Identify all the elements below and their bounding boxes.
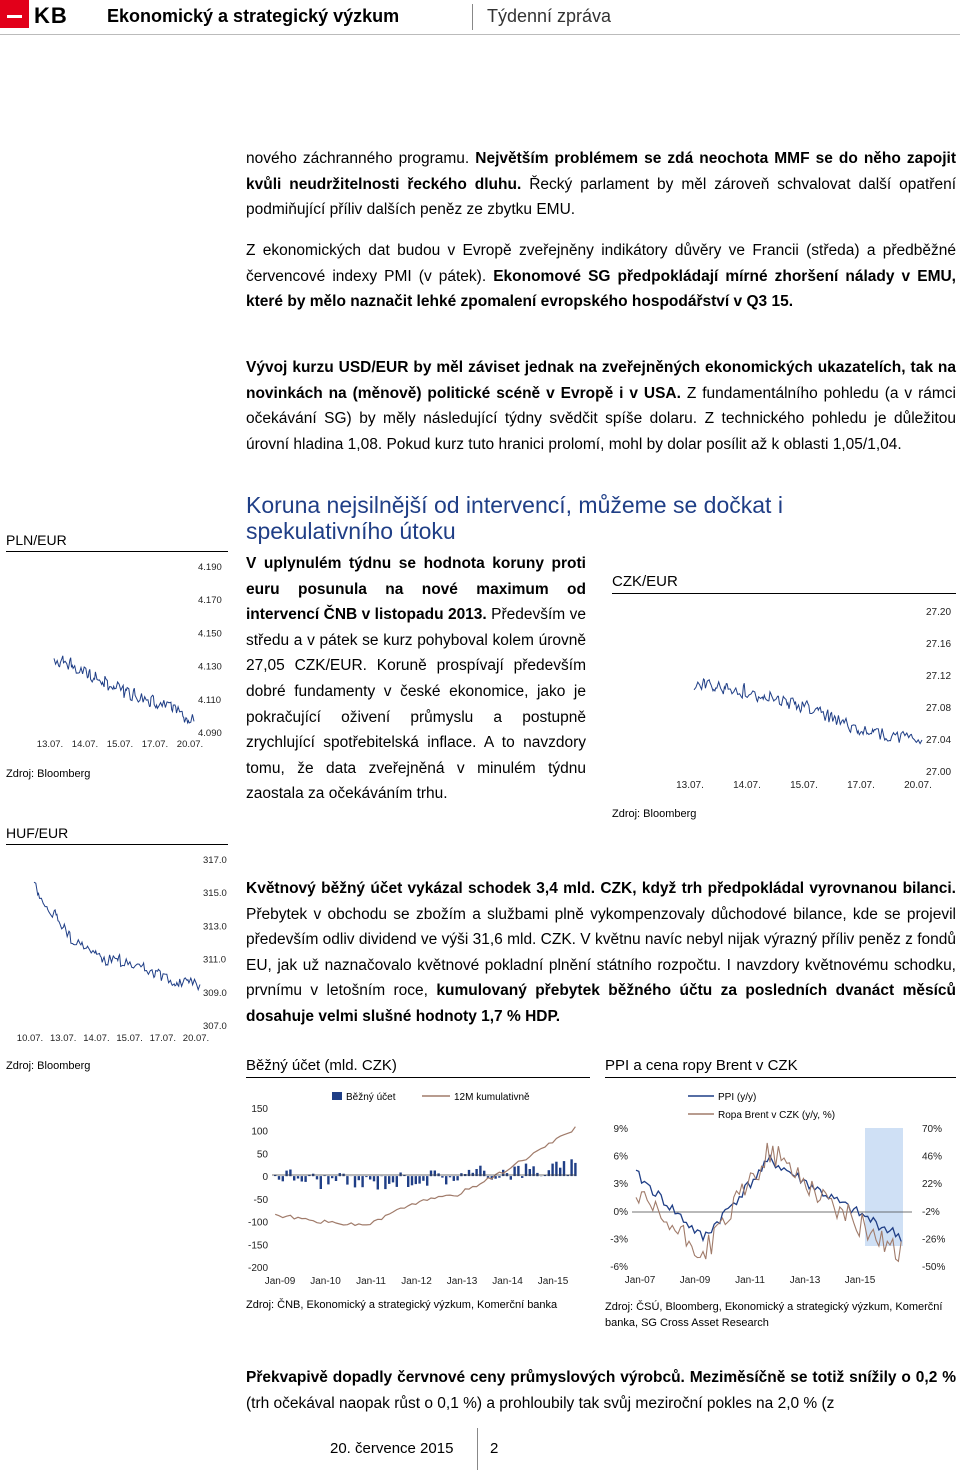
huf-series-line (34, 882, 200, 990)
huf-x-tick: 17.07. (149, 1033, 177, 1044)
ppi-y-tick-left: 3% (613, 1179, 628, 1191)
bu-bar (320, 1176, 322, 1189)
bu-bar (415, 1176, 417, 1184)
footer-date: 20. července 2015 (330, 1440, 454, 1457)
p1-run: Řecký parlament by měl zároveň schvalovat další opatření podmiňující příliv dalších peněz ze zbytku EMU. (246, 175, 956, 219)
bu-bar (510, 1176, 512, 1180)
bu-bar (456, 1176, 458, 1180)
bu-bar (384, 1176, 386, 1189)
p5-run: kumulovaný přebytek běžného účtu za posledních dvanáct měsíců dosahuje velmi slušné hodnoty 1,7 % HDP. (246, 982, 956, 1025)
bu-bar (517, 1166, 519, 1176)
czk-x-tick: 13.07. (676, 780, 704, 791)
footer-divider (477, 1428, 478, 1470)
bu-y-tick: -100 (247, 1217, 268, 1229)
bu-bar (354, 1176, 356, 1187)
ppi-x-tick: Jan-15 (844, 1275, 876, 1286)
ppi-y-tick-left: -6% (610, 1262, 628, 1273)
bu-x-tick: Jan-13 (446, 1276, 478, 1287)
bu-bar (536, 1173, 538, 1176)
bu-bar (323, 1176, 325, 1177)
bu-source: Zdroj: ČNB, Ekonomický a strategický výzkum, Komerční banka (246, 1299, 558, 1311)
bu-legend-bar-swatch (332, 1092, 342, 1100)
bu-legend-bar-label: Běžný účet (346, 1092, 396, 1103)
p2-run: Z ekonomických dat budou v Evropě zveřejněny indikátory důvěry ve Francii (středa) a předběžné červencové indexy PMI (v pátek). (246, 242, 956, 285)
bu-bar (407, 1176, 409, 1187)
bu-bar (331, 1176, 333, 1178)
czk-y-tick: 27.16 (926, 639, 952, 650)
ppi-x-tick: Jan-13 (789, 1275, 821, 1286)
pln-y-tick: 4.190 (198, 562, 222, 573)
bu-y-tick: 50 (256, 1149, 268, 1161)
czk-x-tick: 20.07. (904, 780, 932, 791)
p5-run: Přebytek v obchodu se zbožím a službami plně vykompenzovaly důchodové bilance, kde se projevil především odliv dividend ve výši 31,6 mld. CZK. V květnu navíc nebyl nijak výrazný příliv peněz z fondů EU, jak už naznačovalo květnové pokladní plnění státního rozpočtu. I navzdory květnovému schodku, prvnímu v letošním roce, (246, 905, 956, 1000)
ppi-y-ticks-left (610, 1124, 628, 1273)
bu-bar (422, 1176, 424, 1181)
huf-y-tick: 311.0 (203, 954, 227, 966)
bu-bar (377, 1176, 379, 1189)
header-bar (0, 0, 960, 35)
bu-bar (426, 1176, 428, 1186)
logo-text: KB (34, 3, 68, 28)
huf-y-ticks (203, 855, 227, 1032)
p2-run: Ekonomové SG předpokládají mírné zhoršení nálady v EMU, které by mělo naznačit lehké zpomalení evropského hospodářství v Q3 15. (246, 267, 956, 311)
bu-chart (240, 1080, 590, 1295)
section-heading: Koruna nejsilnější od intervencí, můžeme se dočkat i spekulativního útoku (246, 492, 783, 544)
pln-series-line (54, 656, 194, 723)
bu-bar (441, 1176, 443, 1178)
czk-title-rule (612, 593, 956, 594)
huf-x-tick: 10.07. (16, 1033, 44, 1044)
ppi-series-line (636, 1156, 901, 1242)
bu-x-tick: Jan-14 (492, 1276, 523, 1287)
czk-y-tick: 27.00 (926, 767, 952, 778)
ppi-chart (600, 1080, 960, 1295)
bu-bar (399, 1173, 401, 1177)
bu-bar (365, 1176, 367, 1177)
bu-x-tick: Jan-10 (310, 1276, 341, 1287)
huf-x-ticks (17, 1033, 209, 1044)
pln-x-tick: 20.07. (176, 739, 204, 750)
paragraph-usd-eur (246, 355, 956, 457)
bu-y-ticks (248, 1104, 268, 1274)
bu-y-tick: -150 (247, 1240, 268, 1252)
czk-title: CZK/EUR (612, 573, 678, 590)
huf-chart (0, 848, 240, 1048)
ppi-y-tick-left: -3% (610, 1234, 628, 1246)
bu-title-rule (246, 1077, 590, 1078)
bu-bar (449, 1176, 451, 1177)
bu-bar (472, 1173, 474, 1176)
huf-y-tick: 315.0 (203, 888, 227, 900)
p5-run: Květnový běžný účet vykázal schodek 3,4 mld. CZK, když trh předpokládal vyrovnanou bilanci. (246, 880, 956, 897)
bu-y-tick: -200 (247, 1263, 268, 1274)
pln-chart (0, 555, 240, 755)
huf-y-tick: 307.0 (203, 1021, 227, 1032)
ppi-y-tick-right: 22% (922, 1179, 943, 1191)
bu-bar (282, 1176, 284, 1181)
bu-bar (525, 1164, 527, 1177)
bu-bar (392, 1176, 394, 1182)
ppi-y-tick-right: -26% (922, 1234, 946, 1246)
p6-run: Meziměsíčně se totiž snížily o 0,2 % (689, 1369, 957, 1386)
pln-x-tick: 14.07. (71, 739, 99, 750)
czk-y-tick: 27.04 (926, 735, 952, 746)
ppi-y-tick-right: -50% (922, 1262, 946, 1273)
pln-x-tick: 13.07. (36, 739, 64, 750)
brent-legend-label: Ropa Brent v CZK (y/y, %) (718, 1110, 836, 1121)
bu-x-tick: Jan-12 (401, 1276, 432, 1287)
pln-x-ticks (37, 739, 203, 750)
p6-run: Překvapivě dopadly červnové ceny průmyslových výrobců. (246, 1369, 685, 1386)
czk-x-ticks (676, 780, 932, 791)
bu-y-tick: 0 (262, 1172, 268, 1184)
bu-bar (521, 1176, 523, 1178)
ppi-x-ticks (625, 1275, 876, 1286)
bu-y-tick: 150 (251, 1104, 268, 1115)
bu-bar (388, 1176, 390, 1184)
czk-y-tick: 27.08 (926, 703, 952, 714)
paragraph-eu-data (246, 238, 956, 315)
czk-source: Zdroj: Bloomberg (612, 808, 697, 820)
huf-y-tick: 317.0 (203, 855, 227, 866)
header-subtitle: Týdenní zpráva (487, 6, 612, 26)
bu-bar (563, 1161, 565, 1176)
bu-x-tick: Jan-09 (264, 1276, 296, 1287)
p6-run: (trh očekával naopak růst o 0,1 %) a prohloubily tak svůj meziroční pokles na 2,0 % (z (246, 1394, 835, 1412)
bu-legend-line-label: 12M kumulativně (454, 1092, 530, 1103)
czk-x-tick: 15.07. (790, 780, 818, 791)
bu-title: Běžný účet (mld. CZK) (246, 1057, 397, 1074)
ppi-y-tick-left: 6% (613, 1151, 628, 1163)
bu-bar (570, 1159, 572, 1176)
bu-bar (498, 1176, 500, 1178)
ppi-y-tick-right: 70% (922, 1124, 943, 1135)
ppi-y-tick-right: 46% (922, 1151, 943, 1163)
p3-run: Vývoj kurzu USD/EUR by měl záviset jednak na zveřejněných ekonomických ukazatelích, tak na novinkách na (měnově) politické scéně v Evropě i v USA. (246, 359, 956, 402)
brent-series-line (636, 1143, 901, 1261)
bu-bar (301, 1176, 303, 1181)
bu-x-tick: Jan-15 (537, 1276, 569, 1287)
ppi-y-tick-left: 9% (613, 1124, 628, 1135)
p1-run: Největším problémem se zdá neochota MMF se do něho zapojit kvůli neudržitelnosti řeckého dluhu. (246, 150, 956, 193)
bu-bars (274, 1159, 577, 1189)
pln-y-tick: 4.130 (198, 661, 222, 673)
bu-bar (453, 1176, 455, 1181)
ppi-x-tick: Jan-11 (735, 1275, 765, 1286)
bu-bar (574, 1163, 576, 1176)
bu-y-tick: -50 (253, 1194, 268, 1206)
bu-bar (361, 1176, 363, 1187)
ppi-y-tick-right: -2% (922, 1206, 940, 1218)
pln-y-ticks (198, 562, 222, 739)
czk-y-ticks (926, 607, 951, 778)
czk-y-tick: 27.12 (926, 671, 952, 682)
huf-x-tick: 20.07. (182, 1033, 210, 1044)
huf-source: Zdroj: Bloomberg (6, 1060, 91, 1072)
ppi-y-ticks-right (922, 1124, 945, 1273)
huf-x-tick: 14.07. (83, 1033, 110, 1044)
bu-bar (551, 1164, 553, 1177)
pln-y-tick: 4.170 (198, 595, 222, 607)
paragraph-koruna (246, 551, 586, 807)
ppi-x-tick: Jan-07 (624, 1275, 656, 1286)
pln-title-rule (6, 551, 228, 552)
czk-chart (600, 596, 960, 796)
ppi-source: Zdroj: ČSÚ, Bloomberg, Ekonomický a strategický výzkum, Komerční banka, SG Cross Asset Research (605, 1301, 943, 1329)
p3-run: Z fundamentálního pohledu (a v rámci očekávání SG) by měly následující týdny svědčit spíše dolaru. Z technického pohledu je důležitou úrovní hladina 1,08. Pokud kurz tuto hranici prolomí, mohl by dolar posílit až k oblasti 1,05/1,04. (246, 384, 956, 453)
pln-y-tick: 4.090 (198, 728, 222, 739)
pln-title: PLN/EUR (6, 532, 67, 548)
bu-bar (278, 1176, 280, 1180)
ppi-y-tick-left: 0% (613, 1206, 628, 1218)
pln-y-tick: 4.110 (198, 694, 222, 706)
bu-bar (346, 1176, 348, 1185)
ppi-title: PPI a cena ropy Brent v CZK (605, 1057, 798, 1074)
bu-bar (555, 1162, 557, 1176)
huf-y-tick: 309.0 (203, 987, 227, 999)
bu-bar (327, 1176, 329, 1184)
p4-run: V uplynulém týdnu se hodnota koruny proti euru posunula na nové maximum od intervencí ČNB v listopadu 2013. (246, 555, 586, 624)
bu-bar (335, 1176, 337, 1181)
bu-y-tick: 100 (251, 1126, 268, 1138)
huf-x-tick: 13.07. (49, 1033, 77, 1044)
ppi-title-rule (605, 1077, 956, 1078)
ppi-legend-label: PPI (y/y) (718, 1092, 757, 1103)
pln-x-tick: 15.07. (106, 739, 134, 750)
bu-bar (297, 1176, 299, 1178)
header-title: Ekonomický a strategický výzkum (107, 6, 400, 26)
footer-page-number: 2 (490, 1440, 499, 1457)
czk-x-tick: 17.07. (847, 780, 875, 791)
czk-y-tick: 27.20 (926, 607, 952, 618)
bu-x-tick: Jan-11 (356, 1276, 386, 1287)
bu-bar (316, 1176, 318, 1179)
ppi-highlight-area (865, 1128, 903, 1246)
pln-y-tick: 4.150 (198, 628, 222, 640)
bu-bar (411, 1176, 413, 1185)
paragraph-ppi (246, 1365, 956, 1416)
bu-bar (358, 1176, 360, 1180)
bu-bar (396, 1176, 398, 1187)
huf-y-tick: 313.0 (203, 921, 227, 933)
bu-bar (494, 1176, 496, 1179)
ppi-x-tick: Jan-09 (679, 1275, 711, 1286)
czk-x-tick: 14.07. (733, 780, 761, 791)
bu-bar (293, 1176, 295, 1180)
pln-source: Zdroj: Bloomberg (6, 768, 91, 780)
bu-bar (418, 1176, 420, 1184)
kb-logo (0, 0, 29, 28)
czk-series-line (694, 679, 922, 744)
bu-x-ticks (265, 1276, 569, 1287)
p4-run: Především ve středu a v pátek se kurz pohyboval kolem úrovně 27,05 CZK/EUR. Koruně prospívají především dobré fundamenty v české ekonomice, jako je pokračující oživení průmyslu a postupně zrychlující spotřebitelská inflace. A to navzdory tomu, že data zveřejněná v minulém týdnu zaostala za očekáváním trhu. (246, 606, 586, 803)
p1-run: nového záchranného programu. (246, 150, 476, 167)
paragraph-greece (246, 146, 956, 223)
paragraph-current-account (246, 876, 956, 1030)
bu-bar (304, 1176, 306, 1182)
bu-bar (373, 1176, 375, 1181)
huf-x-tick: 15.07. (116, 1033, 143, 1044)
pln-x-tick: 17.07. (141, 739, 169, 750)
huf-title: HUF/EUR (6, 825, 69, 841)
header-divider (472, 4, 473, 30)
bu-bar (369, 1176, 371, 1179)
bu-bar (445, 1176, 447, 1184)
huf-title-rule (6, 844, 228, 845)
